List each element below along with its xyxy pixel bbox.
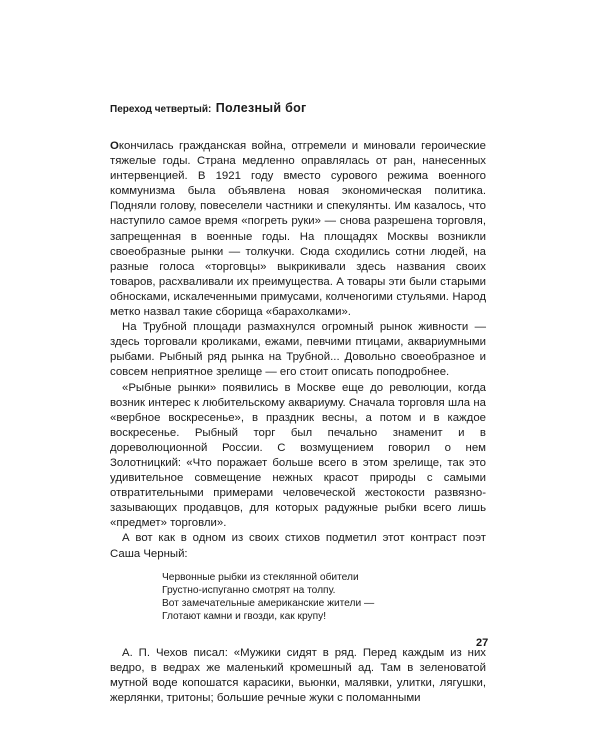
paragraph: [110, 139, 486, 320]
paragraph: А вот как в одном из своих стихов подметил этот контраст поэт Саша Черный:: [110, 532, 486, 560]
poem-quote: [162, 571, 486, 623]
poem-line: Червонные рыбки из стеклянной обители: [162, 571, 359, 583]
page-number: 27: [476, 637, 489, 649]
poem-line: Грустно-испуганно смотрят на толпу.: [162, 584, 336, 596]
paragraph: На Трубной площади размахнулся огромный рынок живности — здесь торговали кроликами, ежами, певчими птицами, аквариумными рыбами. Рыбный ряд рынка на Трубной... Довольно своеобразное и совсем неприятное зрелище — его стоит описать поподробнее.: [110, 321, 486, 379]
drop-initial: О: [110, 140, 119, 152]
poem-line: Вот замечательные американские жители —: [162, 597, 375, 609]
paragraph: А. П. Чехов писал: «Мужики сидят в ряд. Перед каждым из них ведро, в ведрах же маленький кромешный ад. Там в зеленоватой мутной воде копошатся карасики, вьюнки, малявки, улитки, лягушки, жерлянки, тритоны; большие речные жуки с поломанными: [110, 646, 486, 704]
body-text: [110, 139, 489, 706]
poem-line: Глотают камни и гвозди, как крупу!: [162, 610, 327, 622]
paragraph: «Рыбные рынки» появились в Москве еще до революции, когда возник интерес к любительскому аквариуму. Сначала торговля шла на «вербное воскресенье», в праздник весны, а потом и в каждое воскресенье. Рыбный торг был печально знаменит и в дореволюционной России. С возмущением говорил о нем Золотницкий: «Что поражает больше всего в этом зрелище, так это удивительное совмещение нежных красот природы с самыми отвратительными примерами человеческой жестокости развязно-зазывающих продавцов, для которых радужные рыбки всего лишь «предмет» торговли».: [110, 381, 486, 530]
chapter-title: Полезный бог: [215, 101, 307, 115]
paragraph-text: кончилась гражданская война, отгремели и миновали героические тяжелые годы. Страна медленно оправлялась от ран, нанесенных интервенцией. В 1921 году вместо сурового режима военного коммунизма была объявлена новая экономическая политика. Подняли голову, повеселели частники и спекулянты. Им казалось, что наступило самое время «погреть руки» — снова разрешена торговля, запрещенная в военные годы. На площадях Москвы возникли своеобразные рынки — толкучки. Сюда сходились сотни людей, на разные голоса «торговцы» выкрикивали здесь названия своих товаров, расхваливали их преимущества. А товары эти были старыми обносками, искалеченными примусами, колченогими стульями. Народ метко назвал такие сборища «барахолками».: [110, 140, 486, 319]
chapter-heading: [110, 99, 307, 117]
chapter-label: Переход четвертый:: [110, 104, 212, 115]
